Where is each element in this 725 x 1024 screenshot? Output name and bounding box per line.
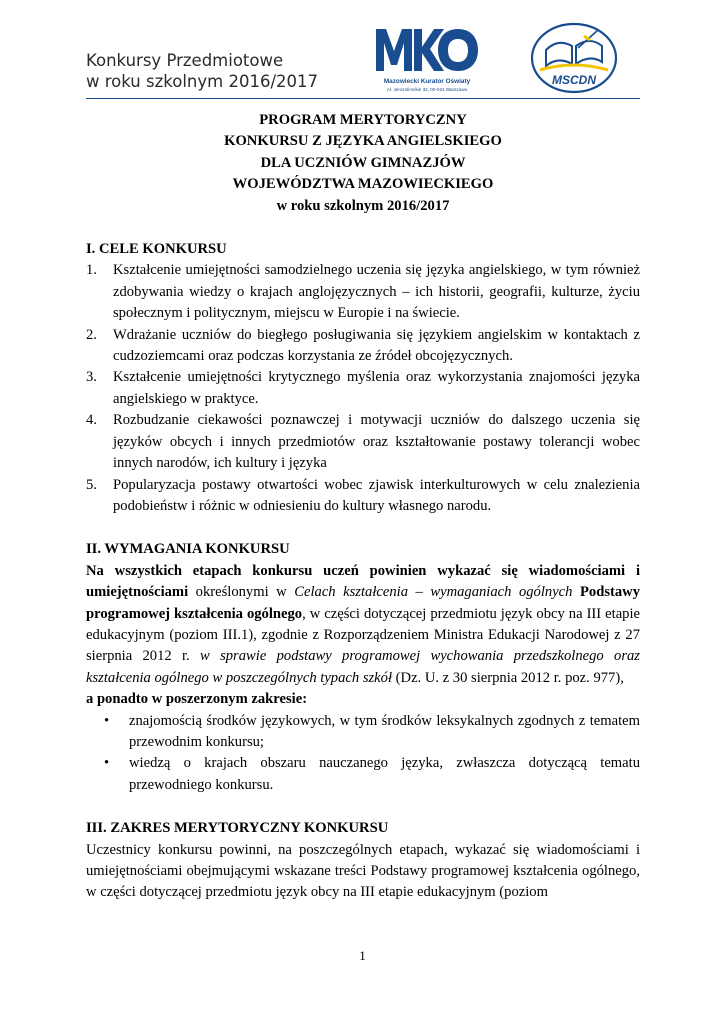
requirements-extended-label [86,689,640,710]
page-number: 1 [359,948,366,963]
mko-logo [372,25,482,95]
header-title-line2: w roku szkolnym 2016/2017 [86,72,318,91]
list-text: Wdrażanie uczniów do biegłego posługiwania się językiem angielskim w kontaktach z cudzoziemcami oraz podczas korzystania ze źródeł obcojęzycznych. [113,326,640,365]
document-body [86,110,640,904]
list-text: Rozbudzanie ciekawości poznawczej i motywacji uczniów do dalszego uczenia się języków obcych i innych przedmiotów oraz kształtowanie postawy tolerancji wobec innych narodów, ich kultury i języka [113,412,640,472]
bullet-text: wiedzą o krajach obszaru nauczanego języka, zwłaszcza dotyczącą tematu przewodniego konkursu. [129,755,640,793]
list-item [86,410,640,474]
mko-logo-address: Al. Jerozolimskie 32, 00-024 Warszawa [386,87,468,92]
title-line: PROGRAM MERYTORYCZNY [259,112,467,128]
list-item [86,475,640,518]
header-title [86,50,318,92]
text-run: określonymi w [188,584,295,601]
bold-text: a ponadto w poszerzonym zakresie: [86,691,308,708]
mko-logo-name: Mazowiecki Kurator Oświaty [383,78,471,85]
text-run [572,584,580,600]
italic-text: Celach kształcenia – wymaganiach ogólnych [294,584,573,601]
italic-text: w sprawie podstawy programowej wychowania przedszkolnego oraz kształcenia ogólnego w poszczególnych typach szkół [86,648,640,686]
list-text: Popularyzacja postawy otwartości wobec zjawisk interkulturowych w celu znalezienia podobieństw i różnic w odniesieniu do kultury własnego narodu. [113,476,640,514]
mscdn-logo-text: MSCDN [552,73,596,87]
list-item [86,260,640,324]
mscdn-logo [528,20,620,96]
title-line: WOJEWÓDZTWA MAZOWIECKIEGO [232,176,494,193]
list-number: 5. [86,476,97,493]
bullet-text: znajomością środków językowych, w tym środków leksykalnych zgodnych z tematem przewodnim konkursu; [129,712,640,750]
title-line: w roku szkolnym 2016/2017 [276,197,450,214]
list-number: 4. [86,412,97,429]
text-run: (Dz. U. z 30 sierpnia 2012 r. poz. 977), [392,669,624,686]
bullet-item [86,711,640,754]
title-line: KONKURSU Z JĘZYKA ANGIELSKIEGO [224,133,502,150]
list-number: 1. [86,262,97,279]
bold-text: Podstawy programowej kształcenia ogólnego [86,584,640,622]
list-text: Kształcenie umiejętności krytycznego myślenia oraz wykorzystania znajomości języka angielskiego w praktyce. [113,369,640,407]
list-item [86,367,640,410]
header-title-line1: Konkursy Przedmiotowe [86,51,284,70]
list-text: Kształcenie umiejętności samodzielnego uczenia się języka angielskiego, w tym również zdobywania wiedzy o krajach anglojęzycznych – ich historii, geografii, kulturze, życiu społecznym i politycznym, miejscu w Europie i na świecie. [113,262,640,322]
scope-paragraph: Uczestnicy konkursu powinni, na poszczególnych etapach, wykazać się wiadomościami i umiejętnościami obejmującymi wskazane treści Podstawy programowej kształcenia ogólnego, w części dotyczącej przedmiotu język obcy na III etapie edukacyjnym (poziom [86,841,640,901]
list-item [86,325,640,368]
section-heading-goals: I. CELE KONKURSU [86,241,227,258]
bullet-symbol: • [104,712,110,729]
section-heading-requirements: II. WYMAGANIA KONKURSU [86,541,290,558]
section-heading-scope: III. ZAKRES MERYTORYCZNY KONKURSU [86,820,389,837]
title-line: DLA UCZNIÓW GIMNAZJÓW [260,154,466,171]
requirements-paragraph [86,561,640,689]
requirements-bullets [86,711,640,797]
bullet-item [86,753,640,796]
text-run: , w części dotyczącej przedmiotu język obcy na III etapie edukacyjnym (poziom III.1), zgodnie z Rozporządzeniem Ministra Edukacji Narodowej z 27 sierpnia 2012 r. [86,605,640,665]
bullet-symbol: • [104,755,110,772]
list-number: 2. [86,326,97,343]
bold-text: Na wszystkich etapach konkursu uczeń powinien wykazać się wiadomościami i umiejętnościami [86,562,640,601]
goals-list [86,260,640,517]
document-title [86,110,640,217]
header-divider [86,98,640,99]
list-number: 3. [86,369,97,386]
